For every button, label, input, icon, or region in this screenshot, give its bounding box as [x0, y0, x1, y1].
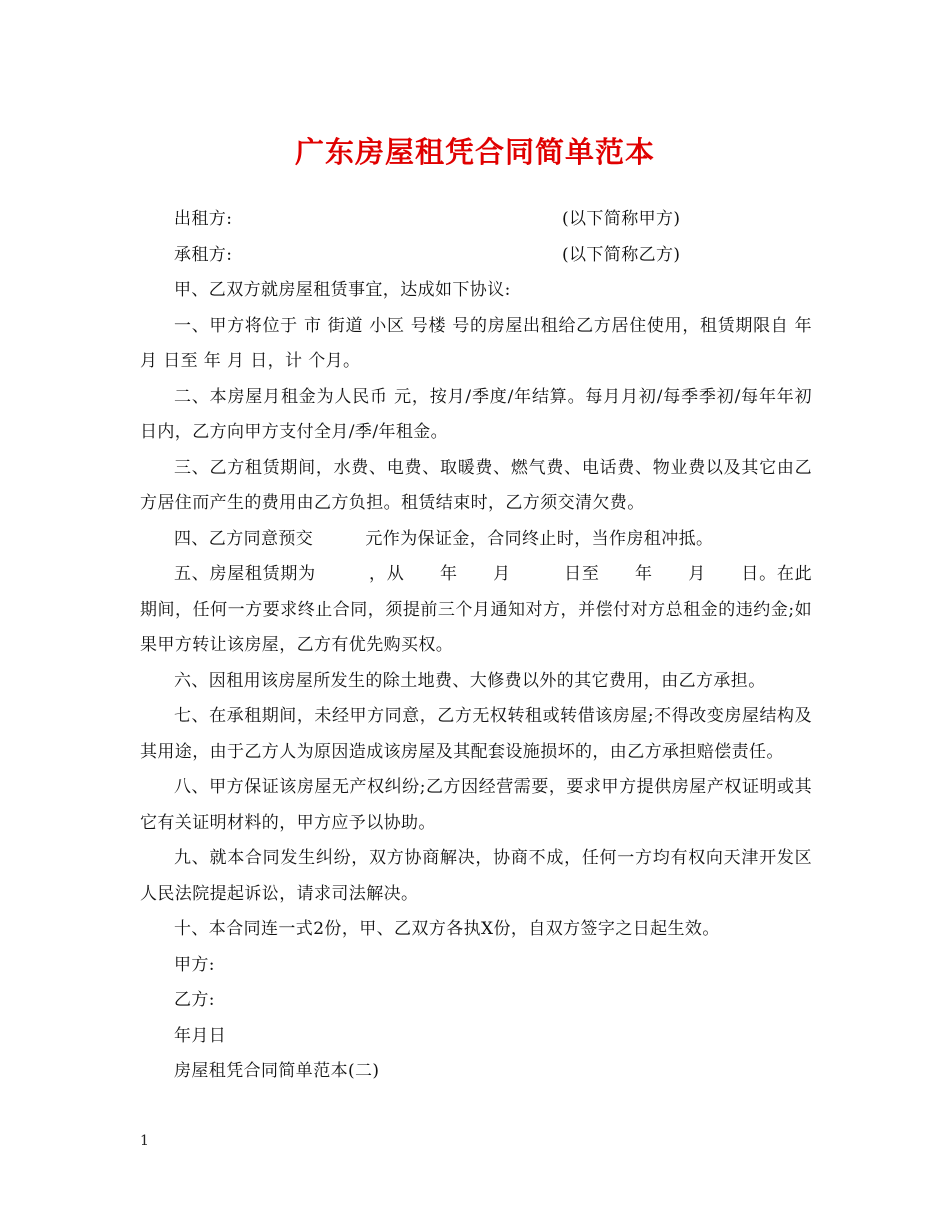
clause-1: 一、甲方将位于 市 街道 小区 号楼 号的房屋出租给乙方居住使用，租赁期限自 年 月 日至 年 月 日，计 个月。 [140, 315, 812, 371]
document-body [140, 202, 812, 1090]
clause-2: 二、本房屋月租金为人民币 元，按月/季度/年结算。每月月初/每季季初/每年年初 日内，乙方向甲方支付全月/季/年租金。 [140, 386, 812, 442]
lessee-note: (以下简称乙方) [562, 244, 681, 265]
page-number: 1 [140, 1133, 149, 1149]
intro-paragraph: 甲、乙双方就房屋租赁事宜，达成如下协议: [174, 280, 511, 300]
party-b-signature: 乙方: [174, 990, 215, 1010]
next-section-heading: 房屋租凭合同简单范本(二) [174, 1061, 380, 1081]
clause-9: 九、就本合同发生纠纷，双方协商解决，协商不成，任何一方均有权向天津开发区人民法院提起诉讼，请求司法解决。 [140, 848, 812, 904]
clause-6: 六、因租用该房屋所发生的除土地费、大修费以外的其它费用，由乙方承担。 [174, 670, 766, 691]
lessee-label: 承租方: [174, 244, 233, 265]
party-a-signature: 甲方: [174, 954, 215, 975]
lessor-label: 出租方: [174, 209, 233, 229]
lessee-line [140, 238, 812, 274]
date-line: 年月日 [174, 1025, 227, 1046]
clause-10: 十、本合同连一式2份，甲、乙双方各执X份，自双方签字之日起生效。 [174, 919, 720, 939]
clause-3: 三、乙方租赁期间，水费、电费、取暖费、燃气费、电话费、物业费以及其它由乙方居住而产生的费用由乙方负担。租赁结束时，乙方须交清欠费。 [140, 457, 812, 513]
clause-7: 七、在承租期间，未经甲方同意，乙方无权转租或转借该房屋;不得改变房屋结构及其用途，由于乙方人为原因造成该房屋及其配套设施损坏的，由乙方承担赔偿责任。 [140, 706, 812, 762]
lessor-note: (以下简称甲方) [562, 209, 681, 229]
clause-8: 八、甲方保证该房屋无产权纠纷;乙方因经营需要，要求甲方提供房屋产权证明或其它有关证明材料的，甲方应予以协助。 [140, 777, 812, 833]
clause-4: 四、乙方同意预交 元作为保证金，合同终止时，当作房租冲抵。 [174, 528, 714, 549]
document-title: 广东房屋租凭合同简单范本 [294, 135, 655, 169]
lessor-line [140, 202, 812, 238]
clause-5: 五、房屋租赁期为 ，从 年 月 日至 年 月 日。在此期间，任何一方要求终止合同，须提前三个月通知对方，并偿付对方总租金的违约金;如果甲方转让该房屋，乙方有优先购买权。 [140, 564, 812, 655]
